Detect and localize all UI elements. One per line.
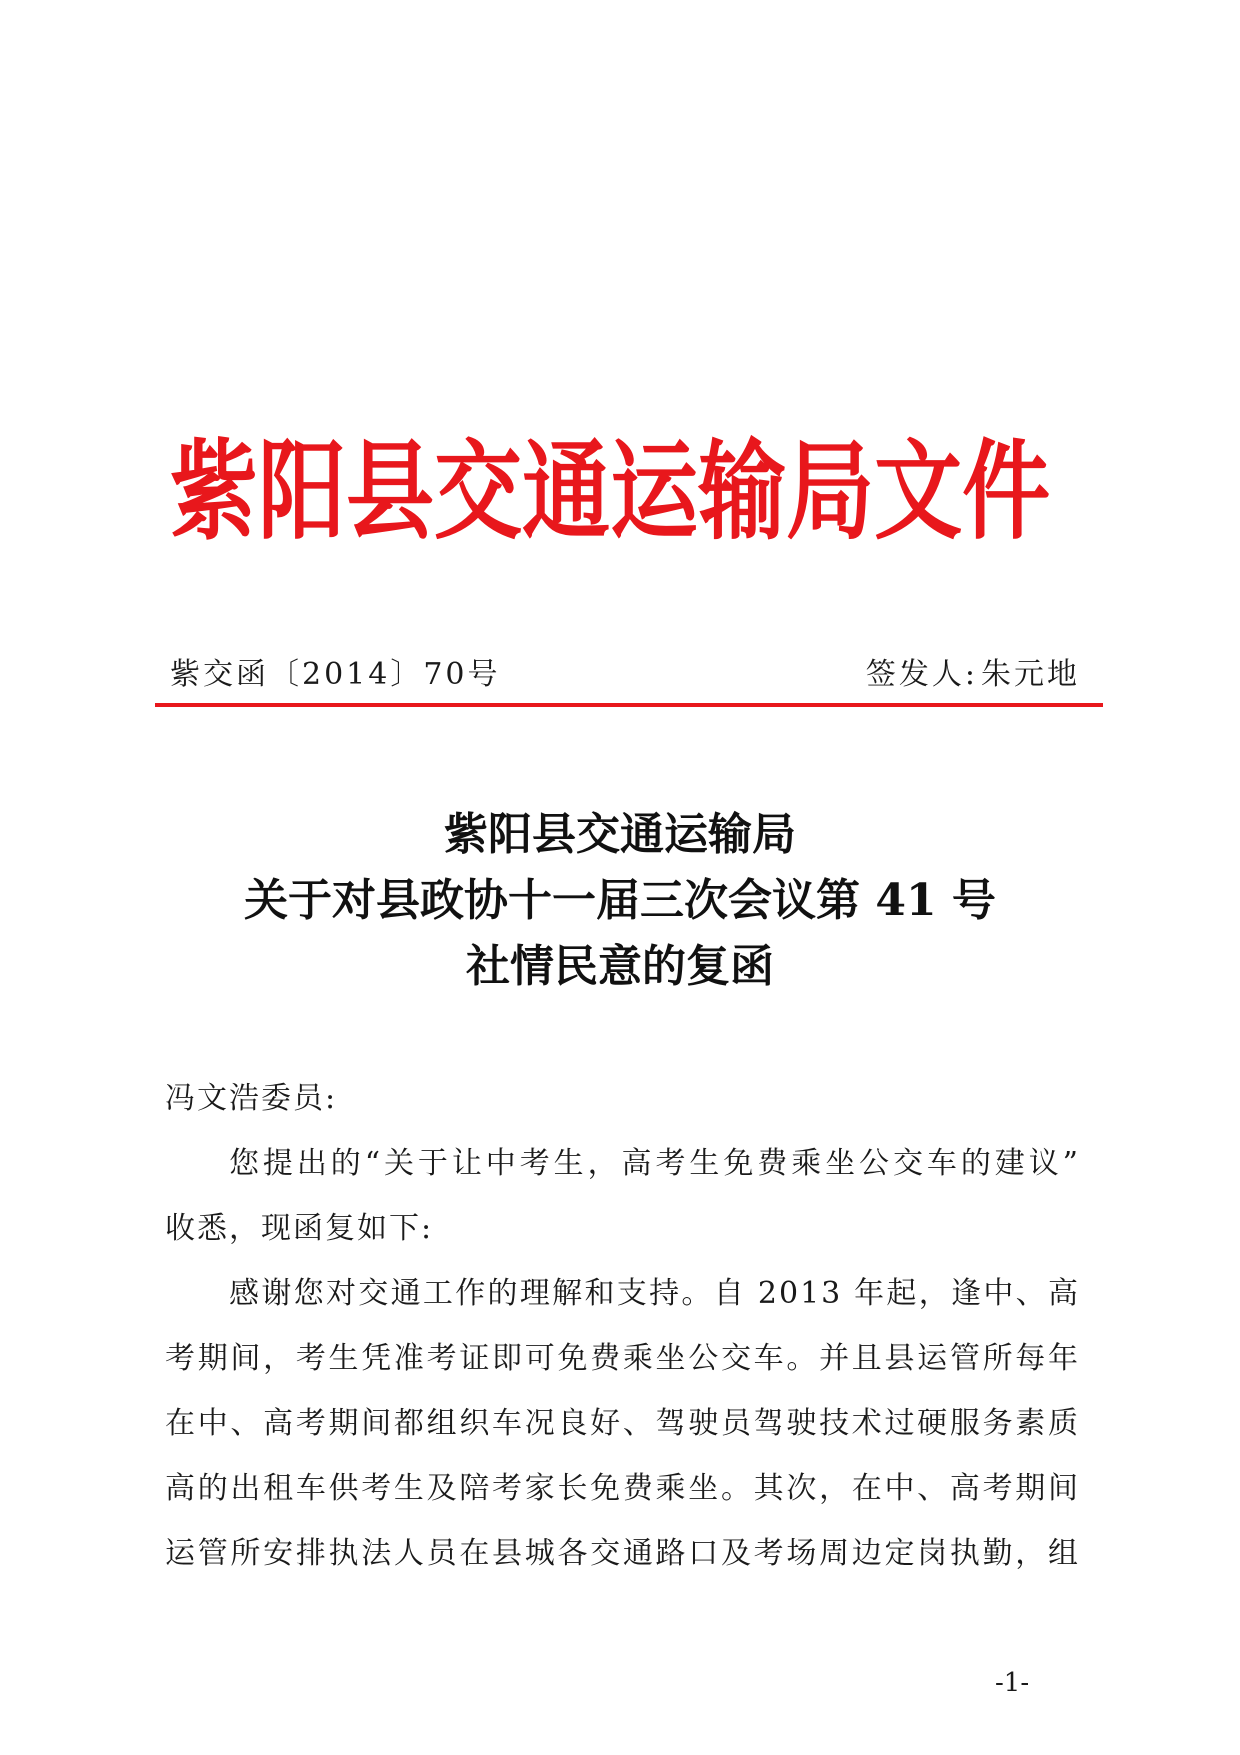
letterhead-char: 紫 xyxy=(170,428,259,555)
body-line: 收悉，现函复如下: xyxy=(165,1211,434,1246)
letterhead-char: 局 xyxy=(786,428,875,555)
red-divider-line xyxy=(155,703,1103,707)
body-line: 您提出的“关于让中考生，高考生免费乘坐公交车的建议” xyxy=(229,1146,1080,1181)
document-body xyxy=(165,1066,1080,1586)
letterhead-char: 交 xyxy=(434,428,523,555)
issuer-name: 朱元地 xyxy=(981,657,1080,692)
letterhead-char: 输 xyxy=(698,428,787,555)
red-letterhead xyxy=(170,428,1051,555)
body-line: 在中、高考期间都组织车况良好、驾驶员驾驶技术过硬服务素质 xyxy=(165,1406,1080,1441)
issuer-label: 签发人: xyxy=(865,657,978,692)
body-line: 考期间，考生凭准考证即可免费乘坐公交车。并且县运管所每年 xyxy=(165,1341,1080,1376)
body-line: 高的出租车供考生及陪考家长免费乘坐。其次，在中、高考期间 xyxy=(165,1471,1080,1506)
document-meta xyxy=(170,655,1080,695)
letterhead-char: 文 xyxy=(874,428,963,555)
letterhead-char: 件 xyxy=(962,428,1051,555)
issuer xyxy=(866,655,1080,695)
title-line-2: 关于对县政协十一届三次会议第 41 号 xyxy=(244,875,996,926)
salutation: 冯文浩委员: xyxy=(165,1081,338,1116)
document-title xyxy=(0,802,1240,1000)
letterhead-char: 阳 xyxy=(258,428,347,555)
title-line-1: 紫阳县交通运输局 xyxy=(444,809,796,860)
page-number: -1- xyxy=(995,1668,1030,1698)
body-line: 感谢您对交通工作的理解和支持。自 2013 年起，逢中、高 xyxy=(229,1276,1080,1311)
letterhead-char: 县 xyxy=(346,428,435,555)
letterhead-char: 运 xyxy=(610,428,699,555)
letterhead-char: 通 xyxy=(522,428,611,555)
document-number: 紫交函〔2014〕70号 xyxy=(170,657,501,692)
body-line: 运管所安排执法人员在县城各交通路口及考场周边定岗执勤，组 xyxy=(165,1536,1080,1571)
title-line-3: 社情民意的复函 xyxy=(466,941,774,992)
